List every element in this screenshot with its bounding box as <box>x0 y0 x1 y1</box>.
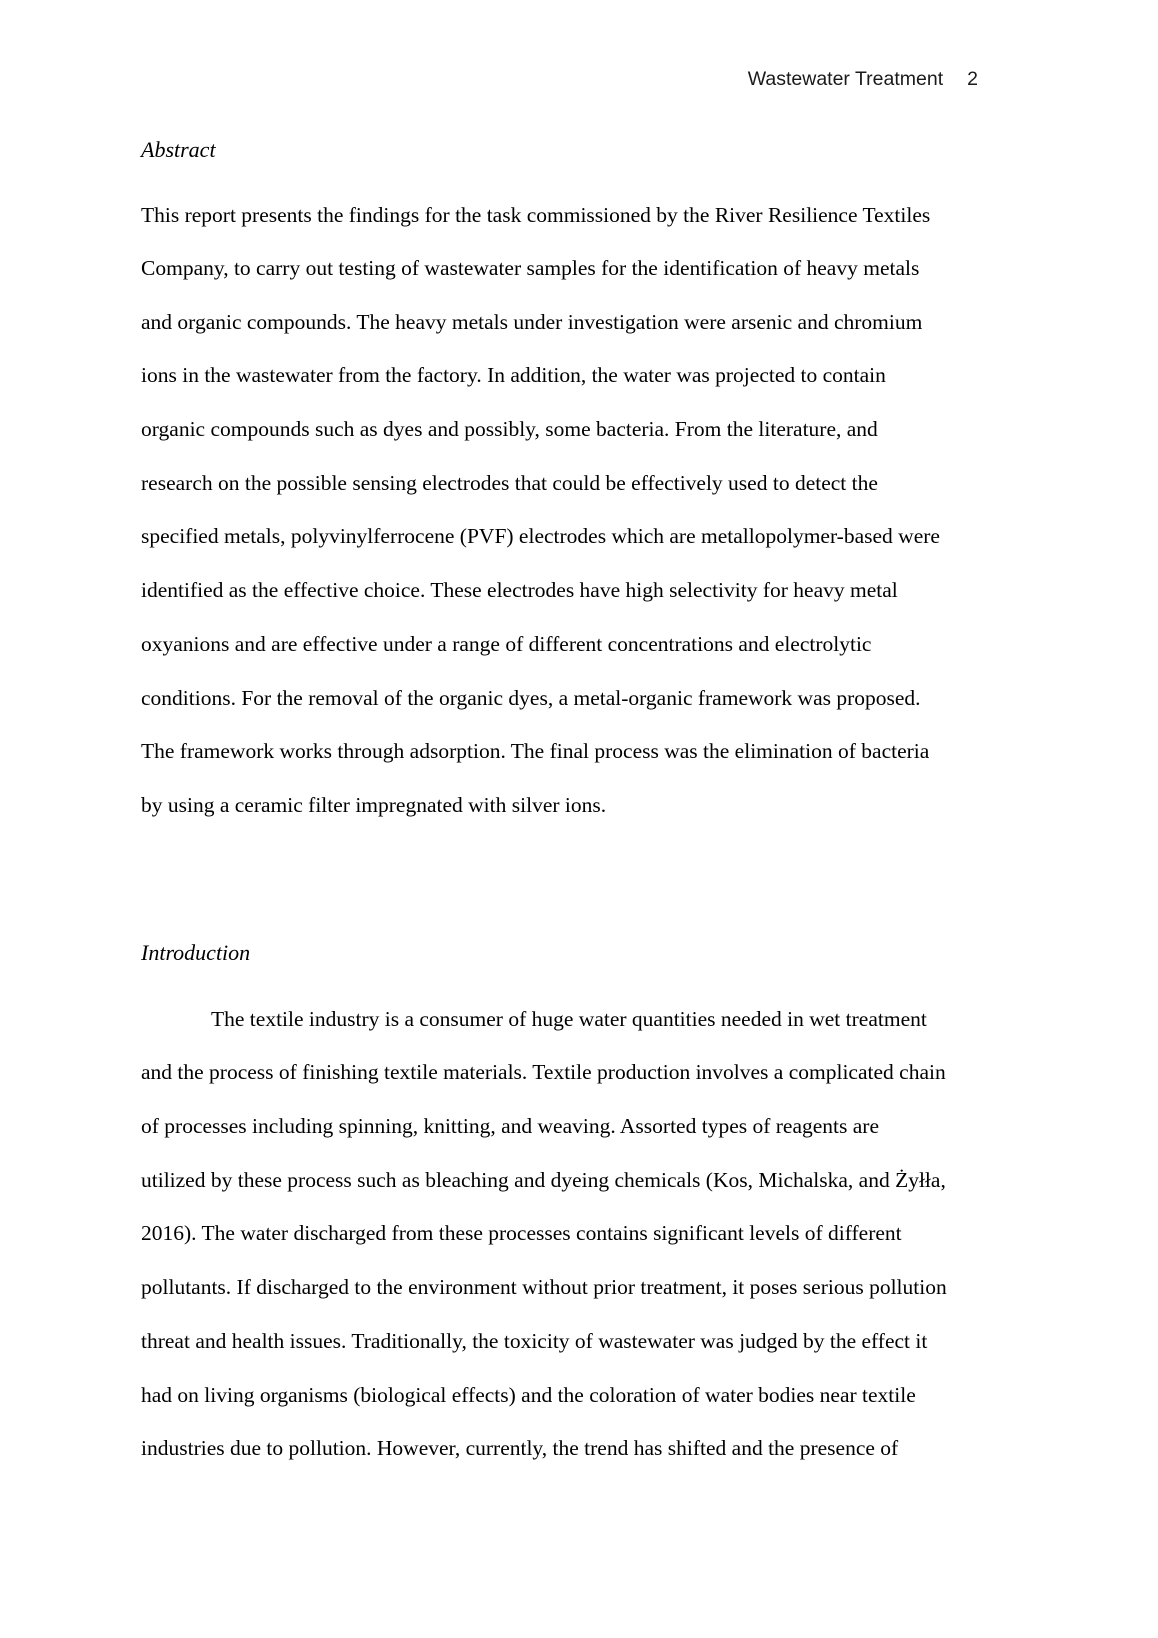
abstract-line: organic compounds such as dyes and possibly, some bacteria. From the literature, and <box>141 417 878 441</box>
abstract-line: This report presents the findings for the task commissioned by the River Resilience Textiles <box>141 203 931 227</box>
introduction-line: had on living organisms (biological effects) and the coloration of water bodies near textile <box>141 1383 916 1407</box>
running-head: Wastewater Treatment <box>747 68 944 90</box>
introduction-line: pollutants. If discharged to the environment without prior treatment, it poses serious pollution <box>141 1275 947 1299</box>
introduction-line: threat and health issues. Traditionally, the toxicity of wastewater was judged by the effect it <box>141 1329 928 1353</box>
introduction-heading: Introduction <box>141 940 251 965</box>
abstract-line: The framework works through adsorption. The final process was the elimination of bacteria <box>141 739 930 763</box>
introduction-line: and the process of finishing textile materials. Textile production involves a complicated chain <box>141 1060 946 1084</box>
abstract-line: research on the possible sensing electrodes that could be effectively used to detect the <box>141 471 878 495</box>
abstract-line: ions in the wastewater from the factory. In addition, the water was projected to contain <box>141 363 886 387</box>
introduction-line: The textile industry is a consumer of huge water quantities needed in wet treatment <box>211 1007 927 1031</box>
page-number: 2 <box>967 68 978 90</box>
abstract-line: Company, to carry out testing of wastewater samples for the identification of heavy metals <box>141 256 920 280</box>
abstract-heading: Abstract <box>141 137 216 162</box>
abstract-line: identified as the effective choice. These electrodes have high selectivity for heavy metal <box>141 578 898 602</box>
introduction-line: utilized by these process such as bleaching and dyeing chemicals (Kos, Michalska, and Żyłła, <box>141 1168 946 1192</box>
abstract-line: and organic compounds. The heavy metals under investigation were arsenic and chromium <box>141 310 923 334</box>
abstract-line: conditions. For the removal of the organic dyes, a metal-organic framework was proposed. <box>141 686 921 710</box>
introduction-line: 2016). The water discharged from these processes contains significant levels of different <box>141 1221 902 1245</box>
abstract-line: specified metals, polyvinylferrocene (PVF) electrodes which are metallopolymer-based were <box>141 524 940 548</box>
page-header <box>748 68 978 91</box>
abstract-line: oxyanions and are effective under a range of different concentrations and electrolytic <box>141 632 872 656</box>
abstract-line: by using a ceramic filter impregnated with silver ions. <box>141 793 607 817</box>
introduction-line: of processes including spinning, knitting, and weaving. Assorted types of reagents are <box>141 1114 880 1138</box>
introduction-line: industries due to pollution. However, currently, the trend has shifted and the presence of <box>141 1436 899 1460</box>
